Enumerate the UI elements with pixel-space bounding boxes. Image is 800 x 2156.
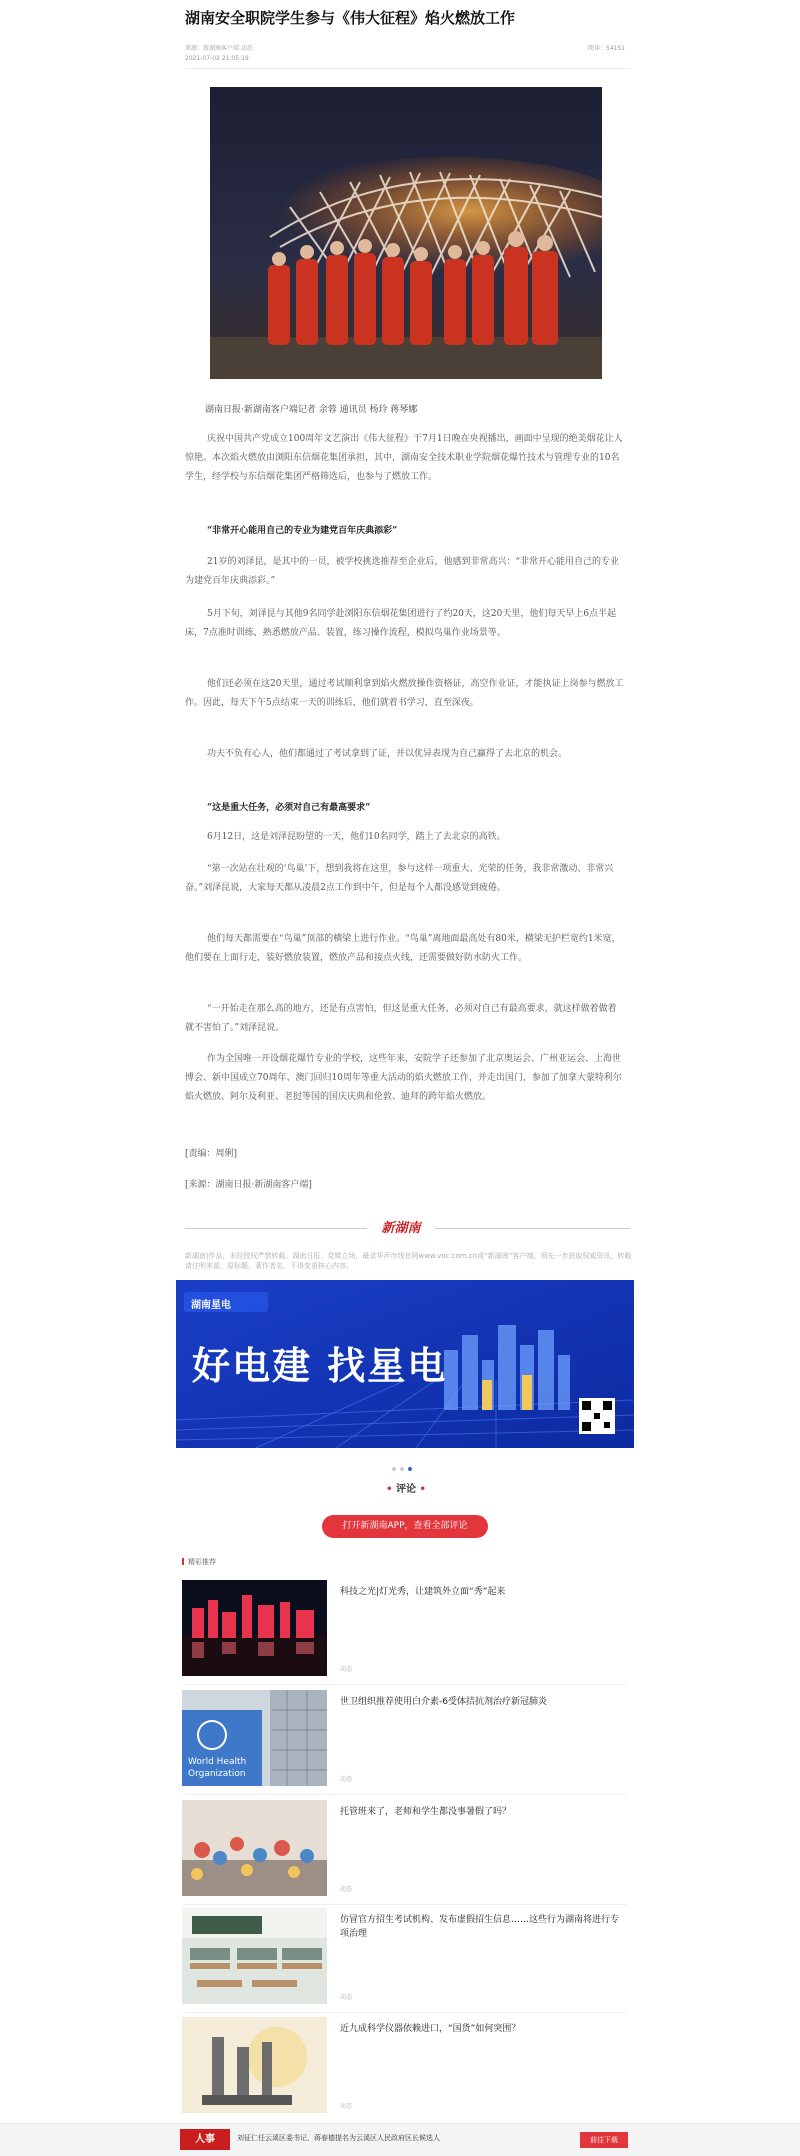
paragraph: “一开始走在那么高的地方，还是有点害怕，但这是重大任务，必须对自己有最高要求，就这样做着做着就不害怕了。”刘泽昆说。 (185, 1004, 617, 1033)
paragraph: 他们每天都需要在“鸟巢”顶部的横梁上进行作业。“鸟巢”离地面最高处有80米，横梁无护栏宽约1米宽，他们要在上面行走，装好燃放装置，燃放产品和接点火线，还需要做好防水防火工作。 (185, 934, 621, 963)
news-title: 托管班来了，老师和学生都没事暑假了吗？ (340, 1807, 512, 1817)
article-byline: 湖南日报·新湖南客户端记者 余蓉 通讯员 杨玲 蒋琴娜 (205, 405, 418, 415)
article-title: 湖南安全职院学生参与《伟大征程》焰火燃放工作 (185, 9, 516, 27)
news-thumbnail (182, 1908, 327, 2004)
news-item[interactable] (182, 1690, 627, 1790)
news-title: 近九成科学仪器依赖进口，“国货”如何突围？ (340, 2024, 521, 2034)
section-heading: “非常开心能用自己的专业为建党百年庆典添彩” (207, 526, 398, 536)
read-count: 阅读：54151 (588, 45, 626, 52)
divider (182, 1794, 627, 1795)
news-source: 动态 (340, 1886, 353, 1893)
news-item[interactable] (182, 2017, 627, 2117)
divider (182, 1684, 627, 1685)
paragraph: 作为全国唯一开设烟花爆竹专业的学校，这些年来，安院学子还参加了北京奥运会、广州亚运会、上海世博会、新中国成立70周年、澳门回归10周年等重大活动的焰火燃放工作，并走出国门，参加了加拿大蒙特利尔焰火燃放、阿尔及利亚、老挝等国的国庆庆典和伦敦、迪拜的跨年焰火燃放。 (185, 1054, 622, 1102)
svg-text:World Health: World Health (188, 1757, 247, 1767)
news-thumbnail (182, 2017, 327, 2113)
news-source: 动态 (340, 1776, 353, 1783)
banner-logo: 湖南星电 (191, 1300, 231, 1311)
news-source: 动态 (340, 1666, 353, 1673)
comments-heading: • 评论 • (386, 1484, 426, 1495)
paragraph: 功夫不负有心人，他们都通过了考试拿到了证，并以优异表现为自己赢得了去北京的机会。 (207, 749, 568, 759)
paragraph: 6月12日，这是刘泽昆盼望的一天，他们10名同学，踏上了去北京的高铁。 (207, 832, 506, 842)
news-item[interactable] (182, 1800, 627, 1900)
carousel-dot[interactable] (400, 1467, 404, 1471)
open-app-comments-button[interactable]: 打开新湖南APP，查看全部评论 (322, 1515, 488, 1538)
news-source: 动态 (340, 1994, 353, 2001)
carousel-dot-active[interactable] (408, 1467, 412, 1471)
news-item[interactable] (182, 1908, 627, 2008)
news-thumbnail (182, 1580, 327, 1676)
bottom-app-bar (0, 2123, 800, 2156)
brand-logo: 新湖南 (381, 1221, 421, 1236)
divider (185, 68, 630, 69)
svg-text:Organization: Organization (188, 1769, 246, 1779)
paragraph: 5月下旬，刘泽昆与其他9名同学赴浏阳东信烟花集团进行了约20天，这20天里，他们每天早上6点半起床，7点准时训练，熟悉燃放产品、装置，练习操作流程，模拟鸟巢作业场景等。 (185, 609, 617, 638)
divider (185, 1228, 367, 1229)
divider (435, 1228, 630, 1229)
carousel-dot[interactable] (392, 1467, 396, 1471)
carousel-dots (392, 1456, 416, 1475)
divider (182, 1904, 627, 1905)
article-source: 来源：新湖南客户端 动态 (185, 45, 253, 52)
article-time: 2021-07-02 21:05:19 (185, 55, 249, 62)
banner-slogan: 好电建 找星电 (192, 1344, 448, 1388)
news-source: 动态 (340, 2103, 353, 2110)
section-heading: “这是重大任务，必须对自己有最高要求” (207, 803, 371, 813)
news-thumbnail (182, 1690, 327, 1786)
paragraph: 21岁的刘泽昆，是其中的一员，被学校挑选推荐至企业后，他感到非常高兴：“非常开心能用自己的专业为建党百年庆典添彩。” (185, 557, 620, 586)
source-note: [来源：湖南日报·新湖南客户端] (185, 1180, 312, 1190)
news-thumbnail (182, 1800, 327, 1896)
news-title: 仿冒官方招生考试机构、发布虚假招生信息……这些行为湖南将进行专项治理 (340, 1915, 620, 1939)
ad-banner[interactable] (176, 1280, 634, 1448)
news-title: 世卫组织推荐使用白介素-6受体拮抗剂治疗新冠肺炎 (340, 1697, 547, 1707)
paragraph: 他们还必须在这20天里，通过考试顺利拿到焰火燃放操作资格证，高空作业证，才能执证上岗参与燃放工作。因此，每天下午5点结束一天的训练后，他们就着书学习，直至深夜。 (185, 679, 624, 708)
recommend-label: 精彩推荐 (182, 1557, 216, 1567)
article-photo (210, 87, 602, 379)
copyright-notice: 新湖南|作品，未经授权严禁转载。湖南日报，党媒立场，最录华声市线官网www.voc.com.cn或“新湖南”客户端。领先一步获取权威资讯，转载请注明来源，原标题、著作者名，不得变更核心内容。 (185, 1252, 632, 1270)
personnel-badge: 人事 (180, 2129, 230, 2150)
news-item[interactable] (182, 1580, 627, 1680)
download-button[interactable]: 前往下载 (580, 2132, 628, 2148)
paragraph: 庆祝中国共产党成立100周年文艺演出《伟大征程》于7月1日晚在央视播出，画面中呈现的绝美烟花让人惊艳。本次焰火燃放由浏阳东信烟花集团承担，其中，湖南安全技术职业学院烟花爆竹技术与管理专业的10名学生，经学校与东信烟花集团严格筛选后，也参与了燃放工作。 (185, 434, 623, 482)
divider (182, 2012, 627, 2013)
paragraph: “第一次站在壮观的‘鸟巢’下，想到我将在这里，参与这样一项重大、光荣的任务，我非常激动、非常兴奋。”刘泽昆说，大家每天都从凌晨2点工作到中午，但是每个人都没感觉到疲倦。 (185, 864, 614, 893)
editor-note: [责编：周俐] (185, 1149, 238, 1159)
news-title: 科技之光|灯光秀，让建筑外立面“秀”起来 (340, 1587, 506, 1597)
footer-headline[interactable]: 刘征仁任云溪区委书记，蒋春德提名为云溪区人民政府区长候选人 (237, 2134, 440, 2142)
